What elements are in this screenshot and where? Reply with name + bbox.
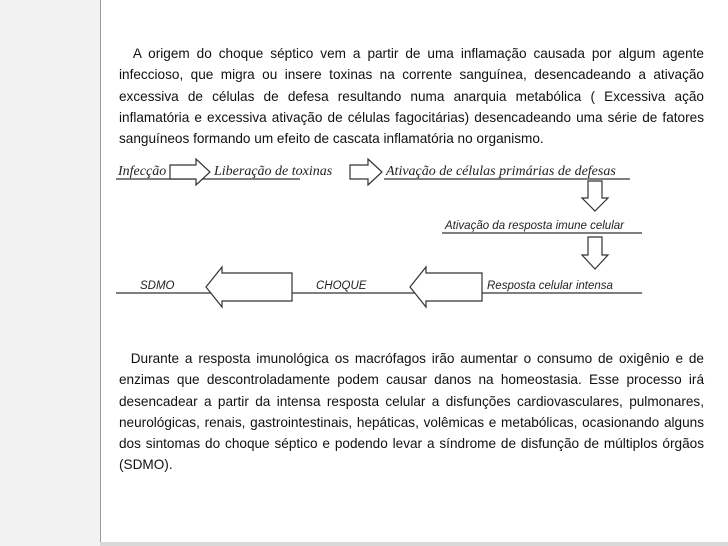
arrow-right-1 <box>170 159 210 185</box>
step-infeccao: Infecção <box>118 164 167 179</box>
step-ativacao-resposta-imune: Ativação da resposta imune celular <box>445 220 624 232</box>
immune-response-paragraph <box>119 348 704 476</box>
step-liberacao-toxinas: Liberação de toxinas <box>214 164 333 179</box>
step-resposta-celular-intensa: Resposta celular intensa <box>487 280 613 292</box>
intro-paragraph <box>119 43 704 149</box>
step-choque: CHOQUE <box>316 280 367 292</box>
arrow-down-1 <box>582 181 608 211</box>
step-sdmo: SDMO <box>140 280 175 292</box>
arrow-left-1 <box>206 267 292 307</box>
pathophysiology-flow-diagram <box>110 155 650 310</box>
intro-paragraph-text: A origem do choque séptico vem a partir de uma inflamação causada por algum agente infeccioso, que migra ou insere toxinas na corrente sanguínea, desencadeando a ativação excessiva de células de defesa resultando numa anarquia metabólica ( Excessiva ação inflamatória e excessiva ativação de células fagocitárias) desencadeando uma série de fatores sanguíneos formando um efeito de cascata inflamatória no organismo. <box>119 46 704 147</box>
step-ativacao-celulas-primarias: Ativação de células primárias de defesas <box>386 164 616 179</box>
immune-response-paragraph-text: Durante a resposta imunológica os macrófagos irão aumentar o consumo de oxigênio e de enzimas que descontroladamente podem causar danos na homeostasia. Esse processo irá desencadear a partir da intensa resposta celular a disfunções cardiovasculares, pulmonares, neurológicas, renais, gastrointestinais, hepáticas, volêmicas e metabólicas, ocasionando alguns dos sintomas do choque séptico e podendo levar a síndrome de disfunção de múltiplos órgãos (SDMO). <box>119 351 704 473</box>
arrow-right-2 <box>350 159 382 185</box>
page-left-border <box>100 0 101 546</box>
arrow-left-2 <box>410 267 482 307</box>
arrow-down-2 <box>582 237 608 269</box>
page-bottom-shadow <box>100 542 728 546</box>
